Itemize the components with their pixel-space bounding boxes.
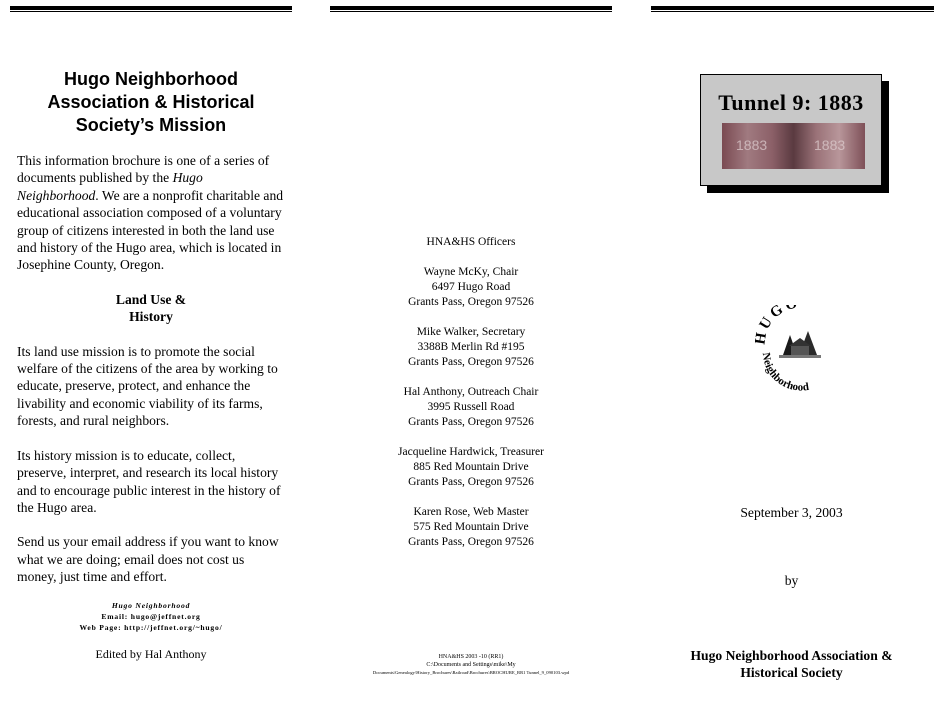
organization-name-line-2: Historical Society <box>740 665 843 680</box>
intro-text-1: This information brochure is one of a series of documents published by the <box>17 153 270 186</box>
officer-city: Grants Pass, Oregon 97526 <box>408 536 534 548</box>
officer-name: Karen Rose, Web Master <box>413 506 529 518</box>
organization-name-line-1: Hugo Neighborhood Association & <box>690 648 893 663</box>
edited-by: Edited by Hal Anthony <box>95 646 207 661</box>
mission-title-line-1: Hugo Neighborhood <box>64 69 238 89</box>
top-rule-right <box>651 6 934 12</box>
contact-web-page[interactable]: Web Page: http://jeffnet.org/~hugo/ <box>79 622 223 632</box>
logo-word-neighborhood: Neighborhood <box>759 351 810 393</box>
email-paragraph: Send us your email address if you want to know what we are doing; email does not cost us money, just time and effort. <box>17 534 279 585</box>
officer-address: 3388B Merlin Rd #195 <box>417 341 525 353</box>
officer-city: Grants Pass, Oregon 97526 <box>408 416 534 428</box>
officer-address: 3995 Russell Road <box>427 401 515 413</box>
officer-name: Hal Anthony, Outreach Chair <box>403 386 539 398</box>
by-label: by <box>784 573 799 588</box>
officer-entry <box>330 325 612 370</box>
intro-italic-name: Hugo Neighborhood <box>17 170 203 203</box>
logo-ground <box>779 355 821 358</box>
history-paragraph: Its history mission is to educate, collect, preserve, interpret, and research its local history and to encourage public interest in the history of the Hugo area. <box>17 447 281 515</box>
land-use-heading-line-2: History <box>129 309 173 325</box>
document-footer <box>330 653 612 677</box>
hugo-neighborhood-logo <box>755 305 847 393</box>
officer-address: 885 Red Mountain Drive <box>413 461 529 473</box>
officer-entry <box>330 445 612 490</box>
officer-address: 6497 Hugo Road <box>431 281 511 293</box>
officer-entry <box>330 385 612 430</box>
contact-email[interactable]: Email: hugo@jeffnet.org <box>101 611 201 621</box>
top-rule-left <box>10 6 292 12</box>
organization-name <box>650 647 933 681</box>
tunnel-portal-photo <box>722 123 865 169</box>
land-use-paragraph: Its land use mission is to promote the social welfare of the citizens of the area by working to educate, preserve, protect, and enhance the livability and economic viability of its farms, forests, and rural neighbors. <box>17 343 278 429</box>
cover-title: Tunnel 9: 1883 <box>718 90 864 115</box>
intro-text-2: . We are a nonprofit charitable and educational association composed of a voluntary group of citizens interested in both the land use and history of the Hugo area, which is located in Josephine County, Oregon. <box>17 187 284 273</box>
top-rule-middle <box>330 6 612 12</box>
land-use-heading-line-1: Land Use & <box>115 291 187 307</box>
officer-name: Wayne McKy, Chair <box>423 266 519 278</box>
officer-address: 575 Red Mountain Drive <box>413 521 529 533</box>
officer-entry <box>330 505 612 550</box>
footer-path-line-2: Documents\Genealogy\History_Brochures\Railroad\Brochures\BROCHURE_RR1 Tunnel_9_090103.wpd <box>372 670 570 675</box>
officer-name: Mike Walker, Secretary <box>416 326 526 338</box>
intro-paragraph <box>17 152 285 274</box>
photo-date-right: 1883 <box>814 137 846 153</box>
logo-word-hugo: UG <box>756 305 789 333</box>
photo-date-left: 1883 <box>736 137 768 153</box>
officers-heading: HNA&HS Officers <box>426 236 516 248</box>
officer-city: Grants Pass, Oregon 97526 <box>408 356 534 368</box>
officer-entry <box>330 265 612 310</box>
officer-city: Grants Pass, Oregon 97526 <box>408 296 534 308</box>
mission-title-line-2: Association & Historical <box>47 92 255 112</box>
officers-panel <box>330 235 612 565</box>
mission-panel <box>17 68 285 661</box>
contact-block <box>17 600 285 633</box>
brochure-date: September 3, 2003 <box>740 505 843 520</box>
officer-city: Grants Pass, Oregon 97526 <box>408 476 534 488</box>
mission-title <box>17 68 285 137</box>
mission-title-line-3: Society’s Mission <box>75 115 227 135</box>
logo-graphic <box>755 305 847 393</box>
cover-title-box <box>700 74 882 186</box>
land-use-heading <box>17 291 285 326</box>
footer-code: HNA&HS 2003 -10 (RR1) <box>438 654 504 660</box>
footer-path-line-1: C:\Documents and Settings\mike\My <box>426 662 516 668</box>
contact-name: Hugo Neighborhood <box>111 600 191 610</box>
logo-house-icon <box>791 345 809 355</box>
officer-name: Jacqueline Hardwick, Treasurer <box>398 446 544 458</box>
